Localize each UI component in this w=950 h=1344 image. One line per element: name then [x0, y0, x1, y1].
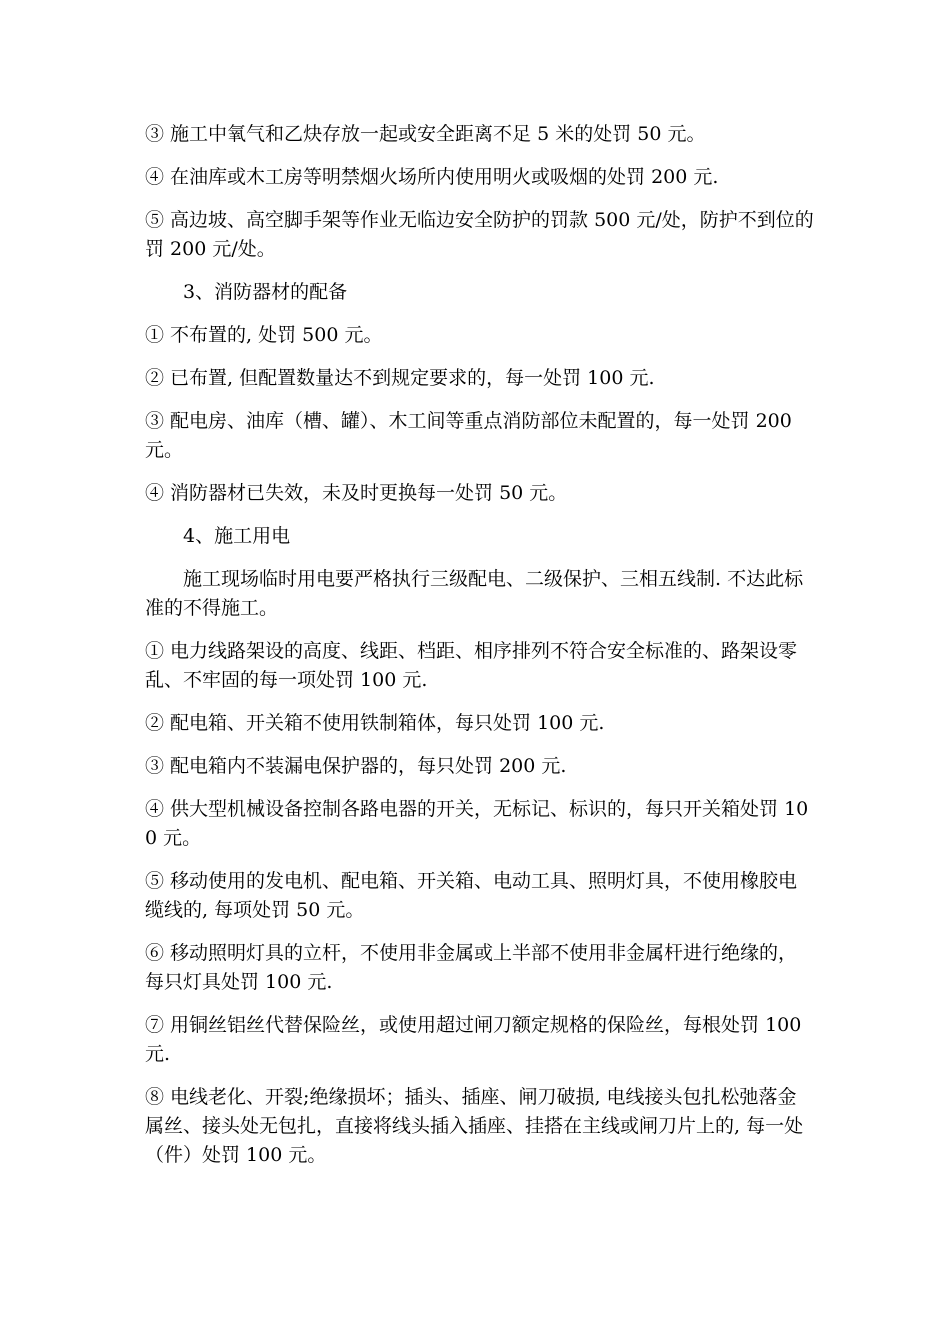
- penalty-item-rubber-cable: ⑤ 移动使用的发电机、配电箱、开关箱、电动工具、照明灯具，不使用橡胶电缆线的, 每项处罚 50 元。: [145, 870, 798, 921]
- penalty-item-line-installation: ① 电力线路架设的高度、线距、档距、相序排列不符合安全标准的、路架设零乱、不牢固的每一项处罚 100 元.: [145, 640, 798, 691]
- penalty-item-edge-protection: ⑤ 高边坡、高空脚手架等作业无临边安全防护的罚款 500 元/处，防护不到位的罚 200 元/处。: [145, 209, 814, 260]
- penalty-item-oxygen-acetylene: ③ 施工中氧气和乙炔存放一起或安全距离不足 5 米的处罚 50 元。: [145, 123, 706, 145]
- power-requirements-paragraph: 施工现场临时用电要严格执行三级配电、二级保护、三相五线制. 不达此标准的不得施工。: [145, 568, 804, 619]
- penalty-item-expired-equipment: ④ 消防器材已失效，未及时更换每一处罚 50 元。: [145, 482, 568, 504]
- penalty-item-wire-damage: ⑧ 电线老化、开裂;绝缘损坏；插头、插座、闸刀破损, 电线接头包扎松弛落金属丝、接头处无包扎，直接将线头插入插座、挂搭在主线或闸刀片上的, 每一处（件）处罚 100 元。: [145, 1086, 804, 1166]
- penalty-item-lamp-pole-insulation: ⑥ 移动照明灯具的立杆，不使用非金属或上半部不使用非金属杆进行绝缘的，每只灯具处罚 100 元.: [145, 942, 798, 993]
- penalty-item-leakage-protector: ③ 配电箱内不装漏电保护器的，每只处罚 200 元.: [145, 755, 567, 777]
- penalty-item-fuse-replacement: ⑦ 用铜丝铝丝代替保险丝，或使用超过闸刀额定规格的保险丝，每根处罚 100 元.: [145, 1014, 802, 1065]
- penalty-item-insufficient-quantity: ② 已布置, 但配置数量达不到规定要求的，每一处罚 100 元.: [145, 367, 655, 389]
- section-heading-construction-power: 4、施工用电: [183, 525, 291, 547]
- penalty-item-switch-labels: ④ 供大型机械设备控制各路电器的开关，无标记、标识的，每只开关箱处罚 100 元。: [145, 798, 809, 849]
- penalty-item-not-placed: ① 不布置的, 处罚 500 元。: [145, 324, 383, 346]
- penalty-item-open-flame: ④ 在油库或木工房等明禁烟火场所内使用明火或吸烟的处罚 200 元.: [145, 166, 719, 188]
- penalty-item-box-material: ② 配电箱、开关箱不使用铁制箱体，每只处罚 100 元.: [145, 712, 605, 734]
- penalty-item-key-areas-unequipped: ③ 配电房、油库（槽、罐）、木工间等重点消防部位未配置的，每一处罚 200 元。: [145, 410, 792, 461]
- document-body: [145, 120, 815, 1184]
- section-heading-fire-equipment: 3、消防器材的配备: [183, 281, 348, 303]
